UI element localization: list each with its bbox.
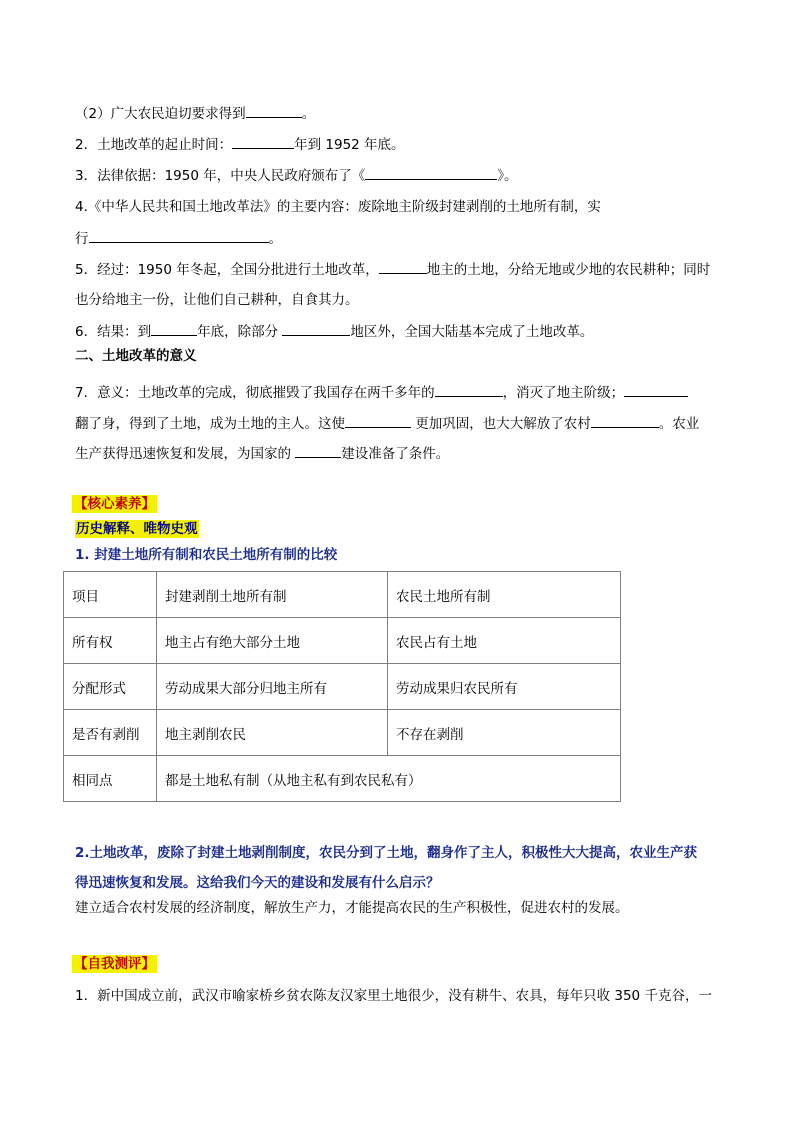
fill-line-11: 生产获得迅速恢复和发展，为国家的 建设准备了条件。 <box>75 443 449 464</box>
fill-line-9: 7．意义：土地改革的完成，彻底摧毁了我国存在两千多年的 ，消灭了地主阶级； <box>75 382 688 403</box>
fill-line-5: 行 。 <box>75 228 282 249</box>
fill-line-3: 3．法律依据：1950 年，中央人民政府颁布了《 》。 <box>75 165 518 186</box>
blank-field[interactable] <box>379 259 427 274</box>
question-2-line-2: 得迅速恢复和发展。这给我们今天的建设和发展有什么启示？ <box>75 875 440 891</box>
fill-line-1: （2）广大农民迫切要求得到 。 <box>75 103 315 124</box>
fill-line-10: 翻了身，得到了土地，成为土地的主人。这使 更加巩固，也大大解放了农村 。农业 <box>75 413 699 434</box>
core-literacy-tag: 【核心素养】 <box>74 496 155 512</box>
blank-field[interactable] <box>246 103 302 118</box>
blank-field[interactable] <box>89 228 269 243</box>
table-cell: 相同点 <box>64 756 157 802</box>
core-subtitle: 历史解释、唯物史观 <box>76 521 198 537</box>
section-heading: 二、土地改革的意义 <box>75 348 197 364</box>
self-test-tag: 【自我测评】 <box>74 956 155 972</box>
blank-field[interactable] <box>232 134 294 149</box>
table-cell: 项目 <box>64 572 157 618</box>
table-cell: 劳动成果大部分归地主所有 <box>157 664 388 710</box>
self-test-question-1: 1．新中国成立前，武汉市喻家桥乡贫农陈友汉家里土地很少，没有耕牛、农具，每年只收 350 千克谷，一 <box>75 988 712 1004</box>
table-cell: 农民土地所有制 <box>388 572 621 618</box>
table-header-row <box>64 572 621 618</box>
blank-field[interactable] <box>435 382 503 397</box>
table-cell: 地主剥削农民 <box>157 710 388 756</box>
table-cell: 农民占有土地 <box>388 618 621 664</box>
table-cell: 所有权 <box>64 618 157 664</box>
fill-line-8: 6．结果：到 年底，除部分 地区外，全国大陆基本完成了土地改革。 <box>75 321 593 342</box>
comparison-table <box>63 571 621 802</box>
blank-field[interactable] <box>151 321 197 336</box>
question-2-line-1: 2.土地改革，废除了封建土地剥削制度，农民分到了土地，翻身作了主人，积极性大大提高，农业生产获 <box>75 845 698 861</box>
table-cell: 地主占有绝大部分土地 <box>157 618 388 664</box>
answer-text: 建立适合农村发展的经济制度，解放生产力，才能提高农民的生产积极性，促进农村的发展。 <box>75 900 629 916</box>
fill-line-2: 2．土地改革的起止时间： 年到 1952 年底。 <box>75 134 405 155</box>
table-row <box>64 618 621 664</box>
blank-field[interactable] <box>295 443 341 458</box>
table-cell: 分配形式 <box>64 664 157 710</box>
table-row <box>64 756 621 802</box>
table-cell: 劳动成果归农民所有 <box>388 664 621 710</box>
blank-field[interactable] <box>624 382 688 397</box>
table-cell: 是否有剥削 <box>64 710 157 756</box>
table-row <box>64 710 621 756</box>
fill-line-7: 也分给地主一份，让他们自己耕种，自食其力。 <box>75 292 359 308</box>
blank-field[interactable] <box>365 165 497 180</box>
table-cell: 封建剥削土地所有制 <box>157 572 388 618</box>
blank-field[interactable] <box>591 413 659 428</box>
blank-field[interactable] <box>282 321 350 336</box>
table-cell: 不存在剥削 <box>388 710 621 756</box>
fill-line-4: 4.《中华人民共和国土地改革法》的主要内容：废除地主阶级封建剥削的土地所有制，实 <box>75 199 601 215</box>
table-row <box>64 664 621 710</box>
fill-line-6: 5．经过：1950 年冬起，全国分批进行土地改革， 地主的土地，分给无地或少地的农民耕种；同时 <box>75 259 710 280</box>
table-cell: 都是土地私有制（从地主私有到农民私有） <box>157 756 621 802</box>
blank-field[interactable] <box>345 413 411 428</box>
comparison-title: 1. 封建土地所有制和农民土地所有制的比较 <box>75 547 338 563</box>
